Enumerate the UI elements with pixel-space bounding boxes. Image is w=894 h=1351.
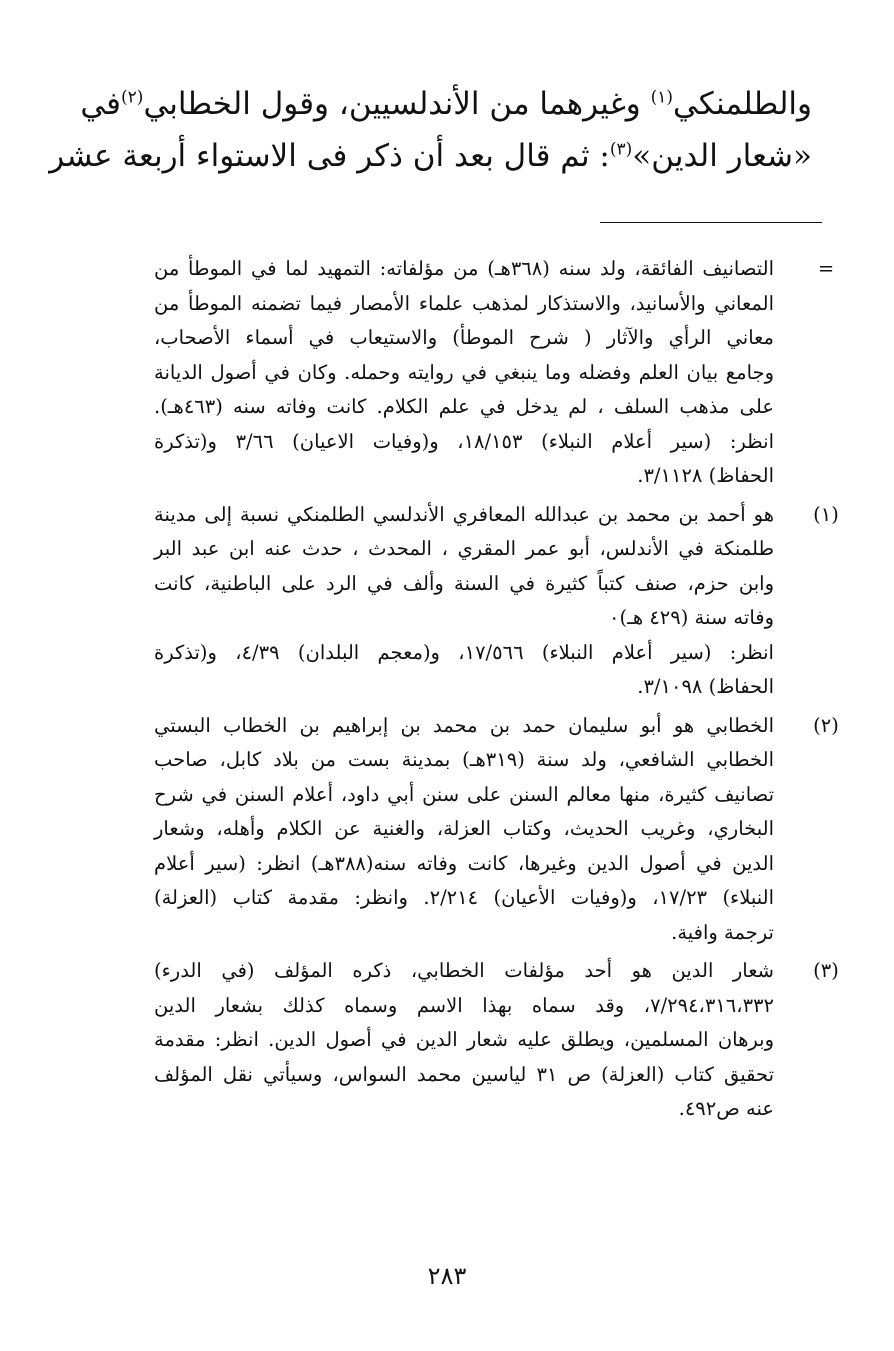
footnote-line: تصانيف كثيرة، منها معالم السنن على سنن أبي داود، أعلام السنن في شرح <box>154 782 774 806</box>
main-text-line-2: «شعار الدين»$^{(٣)}$: ثم قال بعد أن ذكر فى الاستواء أربعة عشر <box>49 138 812 174</box>
footnote-ref-1[interactable]: (١) <box>650 87 674 108</box>
footnote-marker: (١) <box>813 502 839 526</box>
footnote-line: النبلاء) ١٧/٢٣، و(وفيات الأعيان) ٢/٢١٤. وانظر: مقدمة كتاب (العزلة) <box>154 886 774 909</box>
footnote-line: انظر: (سير أعلام النبلاء) ١٧/٥٦٦، و(معجم البلدان) ٤/٣٩، و(تذكرة <box>154 640 774 664</box>
footnote-line: الحفاظ) ٣/١١٢٨. <box>637 464 774 487</box>
footnote-line: هو أحمد بن محمد بن عبدالله المعافري الأندلسي الطلمنكي نسبة إلى مدينة <box>154 502 774 526</box>
footnote-line: معاني الرأي والآثار ( شرح الموطأ) والاستيعاب في أسماء الأصحاب، <box>154 326 774 349</box>
page-number: ٢٨٣ <box>427 1262 467 1290</box>
footnote-line: على مذهب السلف ، لم يدخل في علم الكلام. كانت وفاته سنه (٤٦٣هـ). <box>154 395 774 418</box>
footnote-ref-2[interactable]: (٢) <box>121 87 144 108</box>
footnote-line: الخطابي هو أبو سليمان حمد بن محمد بن إبراهيم بن الخطاب البستي <box>154 713 774 737</box>
footnote-continuation <box>36 252 856 494</box>
footnote-line: طلمنكة في الأندلس، أبو عمر المقري ، المحدث ، حدث عنه ابن عبد البر <box>154 537 774 560</box>
footnote-line: الحفاظ) ٣/١٠٩٨. <box>637 675 774 698</box>
footnote-marker: = <box>817 257 835 280</box>
footnote-line: التصانيف الفائقة، ولد سنه (٣٦٨هـ) من مؤلفاته: التمهيد لما في الموطأ من <box>154 257 774 280</box>
footnote-line: الخطابي الشافعي، ولد سنة (٣١٩هـ) بمدينة بست من بلاد كابل، صاحب <box>154 748 774 771</box>
footnote-line: عنه ص٤٩٢. <box>678 1097 774 1120</box>
footnote-separator-rule <box>600 222 822 223</box>
footnote-line: ٧/٢٩٤،٣١٦،٣٣٢، وقد سماه بهذا الاسم وسماه كذلك بشعار الدين <box>154 993 774 1017</box>
footnote-marker: (٢) <box>813 713 839 737</box>
footnote-line: البخاري، وغريب الحديث، وكتاب العزلة، والغنية عن الكلام وأهله، وشعار <box>154 817 774 840</box>
footnote-line: انظر: (سير أعلام النبلاء) ١٨/١٥٣، و(وفيات الاعيان) ٣/٦٦ و(تذكرة <box>154 429 775 453</box>
footnote-line: المعاني والأسانيد، والاستذكار لمذهب علماء الأمصار فيما تضمنه الموطأ من <box>154 291 774 315</box>
footnotes-section <box>36 252 856 1131</box>
main-text-line-1: والطلمنكي$^{(١)}$ وغيرهما من الأندلسيين، وقول الخطابي$^{(٢)}$في <box>80 86 812 122</box>
footnote-line: شعار الدين هو أحد مؤلفات الخطابي، ذكره المؤلف (في الدرء) <box>154 959 774 982</box>
footnote-line: وبرهان المسلمين، ويطلق عليه شعار الدين في أصول الدين. انظر: مقدمة <box>154 1028 774 1051</box>
footnote-marker: (٣) <box>813 959 839 982</box>
footnote-line: ترجمة وافية. <box>671 920 774 944</box>
footnote-line: وجامع بيان العلم وفضله وما ينبغي في روايته وحمله. وكان في أصول الديانة <box>154 360 774 384</box>
footnote-line: وفاته سنة (٤٢٩ هـ)٠ <box>609 606 774 629</box>
main-body-text <box>49 78 812 182</box>
footnote-2 <box>36 709 856 951</box>
footnote-line: وابن حزم، صنف كتباً كثيرة في السنة وألف في الرد على الباطنية، كانت <box>154 571 774 595</box>
footnote-1 <box>36 498 856 705</box>
footnote-line: الدين في أصول الدين وغيرها، كانت وفاته سنه(٣٨٨هـ) انظر: (سير أعلام <box>154 851 774 875</box>
footnote-line: تحقيق كتاب (العزلة) ص ٣١ لياسين محمد السواس، وسيأتي نقل المؤلف <box>154 1062 774 1086</box>
footnote-ref-3[interactable]: (٣) <box>609 139 633 160</box>
footnote-3 <box>36 954 856 1127</box>
